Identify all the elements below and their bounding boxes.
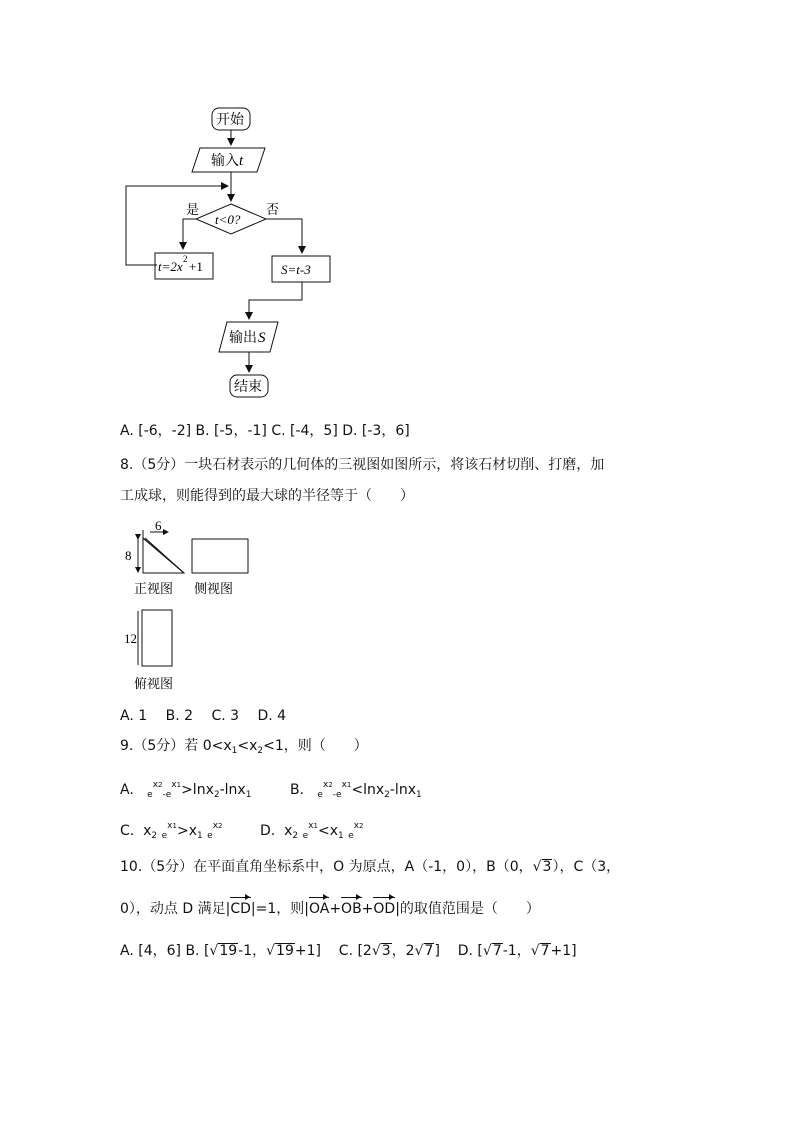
vector-cd: CD <box>230 901 251 917</box>
flowchart <box>0 0 794 420</box>
side-view-label: 侧视图 <box>194 582 234 597</box>
q8-line1: 8.（5分）一块石材表示的几何体的三视图如图所示，将该石材切削、打磨，加 <box>120 457 605 473</box>
output-var: S <box>258 330 266 346</box>
process-left-tail: +1 <box>189 259 203 274</box>
q9-option-b: B. $_e^{x2}_{-e}^{x1}$<lnx$_2$-lnx$_1$ <box>290 780 422 800</box>
q9-option-d: D. $x_2$ $_e^{x1}<x_1$ $_e^{x2}$ <box>260 821 364 841</box>
input-var: t <box>239 153 244 169</box>
process-right-label: S=t-3 <box>281 262 311 277</box>
q9-option-a: A. $_e^{x2}_{-e}^{x1}$>lnx$_2$-lnx$_1$ <box>120 780 252 800</box>
q10-line1: 10.（5分）在平面直角坐标系中，O 为原点，A（-1，0），B（0，√3），C（3， <box>120 859 621 875</box>
process-left-sup: 2 <box>183 254 188 264</box>
q8-options: A. 1 B. 2 C. 3 D. 4 <box>120 708 287 724</box>
start-label: 开始 <box>216 112 244 128</box>
front-view-label: 正视图 <box>134 582 174 597</box>
condition-label: t<0? <box>215 212 241 227</box>
q10-options: A. [4，6] B. [√19-1，√19+1] C. [2√3，2√7] D. [√7-1，√7+1] <box>120 943 577 959</box>
dim-top-label: 6 <box>155 518 162 533</box>
output-label: 输出 <box>229 330 257 346</box>
q9-option-c: C. $x_2$ $_e^{x1}>x_1$ $_e^{x2}$ <box>120 821 223 841</box>
q8-line2: 工成球，则能得到的最大球的半径等于（ ） <box>120 488 414 504</box>
side-view <box>192 539 248 573</box>
no-label: 否 <box>266 203 280 218</box>
q10-line2: 0），动点 D 满足|CD|=1，则|OA+OB+OD|的取值范围是（ ） <box>120 901 540 917</box>
yes-label: 是 <box>186 203 200 218</box>
dim-bottom-label: 12 <box>124 631 137 646</box>
dim-left-label: 8 <box>125 548 132 563</box>
top-view-label: 俯视图 <box>134 677 174 692</box>
three-views <box>0 510 300 700</box>
input-label: 输入 <box>211 153 239 169</box>
top-view <box>142 610 172 666</box>
q7-options: A. [-6，-2] B. [-5，-1] C. [-4，5] D. [-3，6] <box>120 423 410 439</box>
end-label: 结束 <box>234 379 262 395</box>
process-left-label: t=2x <box>158 259 183 274</box>
q9-stem: 9.（5分）若 $0<x_1<x_2<1$，则（ ） <box>120 738 368 756</box>
